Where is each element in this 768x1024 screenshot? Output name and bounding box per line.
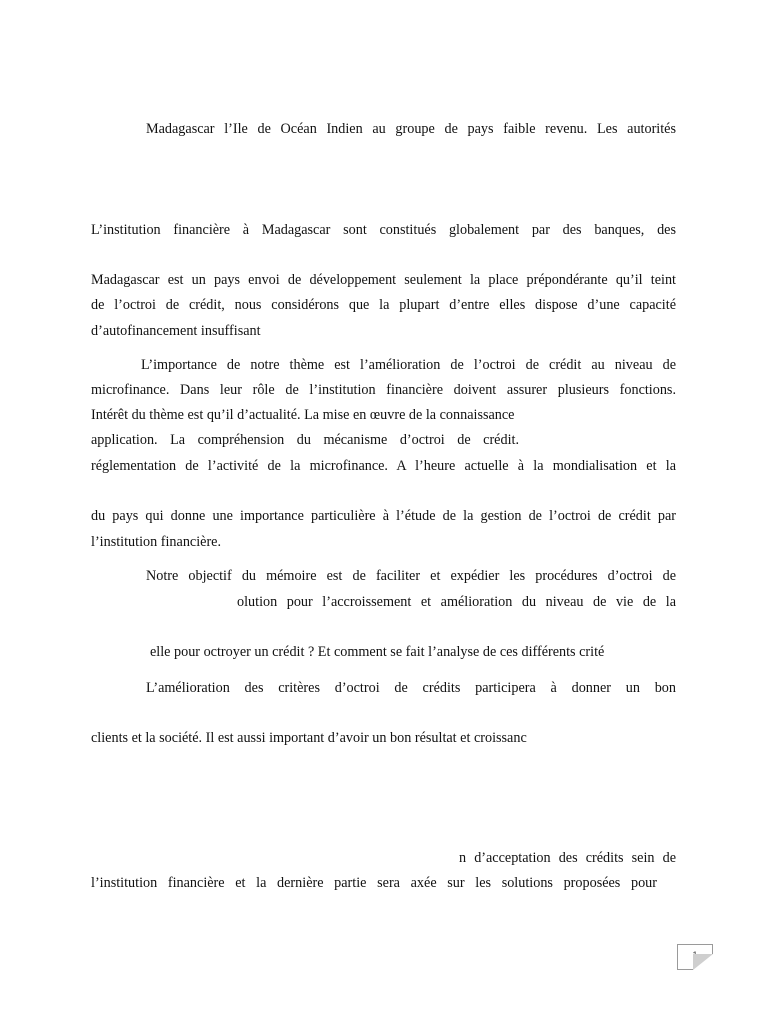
text-line: L’institution financière à Madagascar sont constitués globalement par des banques, des [91,222,676,238]
text-line: réglementation de l’activité de la microfinance. A l’heure actuelle à la mondialisation et la [91,458,676,474]
text-line: l’institution financière et la dernière partie sera axée sur les solutions proposées pour [91,875,657,891]
text-line: n d’acceptation des crédits sein de [459,850,676,866]
page-curl-icon [693,954,713,970]
text-line: d’autofinancement insuffisant [91,323,261,339]
text-line: du pays qui donne une importance particulière à l’étude de la gestion de l’octroi de crédit par [91,508,676,524]
text-line: elle pour octroyer un crédit ? Et comment se fait l’analyse de ces différents crité [150,644,605,660]
text-line: de l’octroi de crédit, nous considérons que la plupart d’entre elles dispose d’une capacité [91,297,676,313]
text-line: Intérêt du thème est qu’il d’actualité. La mise en œuvre de la connaissance [91,407,515,423]
page-number: 1 [692,950,698,960]
text-line: microfinance. Dans leur rôle de l’institution financière doivent assurer plusieurs fonctions. [91,382,676,398]
page-number-box [677,944,713,970]
text-line: L’amélioration des critères d’octroi de crédits participera à donner un bon [146,680,676,696]
text-line: Notre objectif du mémoire est de faciliter et expédier les procédures d’octroi de [146,568,676,584]
text-line: l’institution financière. [91,534,222,550]
text-line: clients et la société. Il est aussi important d’avoir un bon résultat et croissanc [91,730,527,746]
text-line: Madagascar est un pays envoi de développement seulement la place prépondérante qu’il teint [91,272,676,288]
text-line: application. La compréhension du mécanisme d’octroi de crédit. [91,432,519,448]
text-line: L’importance de notre thème est l’amélioration de l’octroi de crédit au niveau de [141,357,676,373]
text-line: Madagascar l’Ile de Océan Indien au groupe de pays faible revenu. Les autorités [146,121,676,137]
text-line: olution pour l’accroissement et amélioration du niveau de vie de la [237,594,676,610]
